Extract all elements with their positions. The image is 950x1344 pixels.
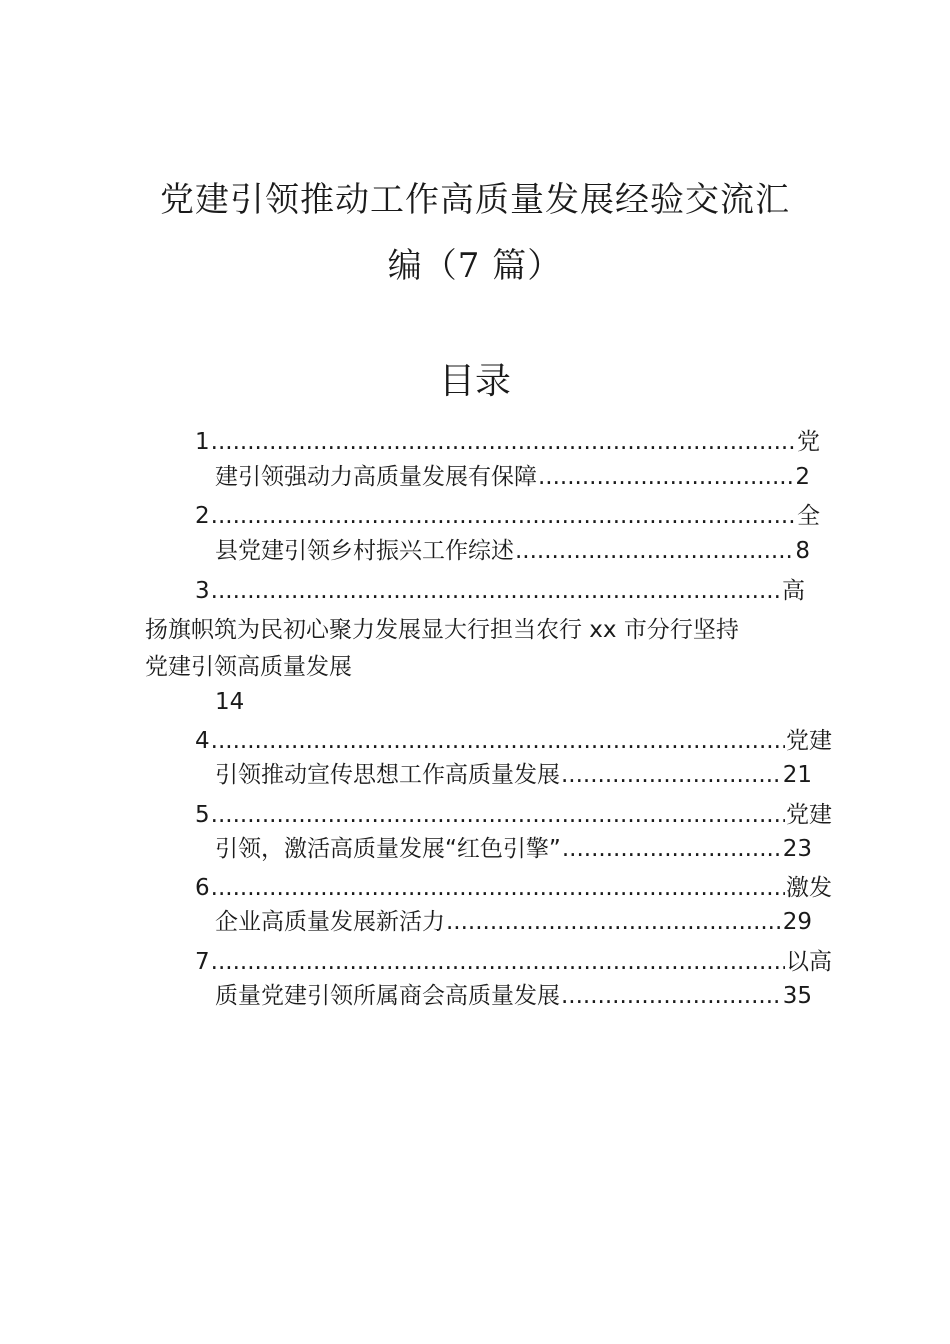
dot-leader: [561, 979, 782, 1013]
toc-entry-number: 3: [195, 578, 210, 604]
toc-entry-5-line-2[interactable]: [215, 832, 812, 866]
document-title-line-2: 编（7 篇）: [387, 246, 563, 286]
toc-entry-1-line-1[interactable]: [195, 425, 820, 459]
toc-entry-3-page: 14: [215, 689, 245, 715]
toc-entry-title-start: 激发: [786, 875, 832, 901]
toc-entry-3-line-1[interactable]: [195, 574, 805, 608]
toc-entry-number: 1: [195, 429, 210, 455]
toc-entry-number: 5: [195, 802, 210, 828]
toc-entry-title-start: 以高: [786, 949, 832, 975]
toc-entry-title: 建引领强动力高质量发展有保障: [215, 464, 537, 490]
toc-entry-3-title-line-2: 党建引领高质量发展: [145, 654, 352, 680]
dot-leader: [211, 724, 785, 758]
toc-entry-title: 企业高质量发展新活力: [215, 909, 445, 935]
toc-entry-4-line-2[interactable]: [215, 758, 812, 792]
toc-entry-page: 21: [782, 762, 812, 788]
toc-entry-page: 23: [782, 836, 812, 862]
dot-leader: [211, 425, 796, 459]
toc-entry-title: 质量党建引领所属商会高质量发展: [215, 983, 560, 1009]
toc-entry-title: 引领推动宣传思想工作高质量发展: [215, 762, 560, 788]
toc-entry-number: 2: [195, 503, 210, 529]
dot-leader: [515, 534, 794, 568]
toc-entry-page: 8: [795, 538, 810, 564]
toc-entry-title: 引领，激活高质量发展“红色引擎”: [215, 836, 561, 862]
toc-entry-page: 35: [782, 983, 812, 1009]
toc-entry-2-line-1[interactable]: [195, 499, 820, 533]
toc-entry-4-line-1[interactable]: [195, 724, 832, 758]
dot-leader: [446, 905, 782, 939]
toc-entry-title-start: 党建: [786, 728, 832, 754]
toc-entry-title-start: 党建: [786, 802, 832, 828]
dot-leader: [211, 945, 785, 979]
dot-leader: [211, 574, 781, 608]
toc-entry-6-line-2[interactable]: [215, 905, 812, 939]
toc-entry-7-line-2[interactable]: [215, 979, 812, 1013]
toc-entry-title-start: 高: [782, 578, 805, 604]
dot-leader: [211, 871, 785, 905]
toc-entry-6-line-1[interactable]: [195, 871, 832, 905]
toc-entry-7-line-1[interactable]: [195, 945, 832, 979]
toc-entry-2-line-2[interactable]: [215, 534, 810, 568]
toc-heading: 目录: [438, 361, 511, 402]
toc-entry-number: 4: [195, 728, 210, 754]
toc-entry-title-start: 党: [797, 429, 820, 455]
dot-leader: [211, 798, 785, 832]
toc-entry-title: 县党建引领乡村振兴工作综述: [215, 538, 514, 564]
toc-entry-page: 29: [782, 909, 812, 935]
toc-entry-title-start: 全: [797, 503, 820, 529]
dot-leader: [561, 758, 782, 792]
toc-entry-3-title-line-1: 扬旗帜筑为民初心聚力发展显大行担当农行 xx 市分行坚持: [145, 617, 739, 643]
dot-leader: [562, 832, 782, 866]
dot-leader: [211, 499, 796, 533]
dot-leader: [538, 460, 794, 494]
toc-entry-page: 2: [795, 464, 810, 490]
toc-entry-number: 6: [195, 875, 210, 901]
document-title-line-1: 党建引领推动工作高质量发展经验交流汇: [160, 180, 790, 220]
toc-entry-1-line-2[interactable]: [215, 460, 810, 494]
toc-entry-number: 7: [195, 949, 210, 975]
toc-entry-5-line-1[interactable]: [195, 798, 832, 832]
